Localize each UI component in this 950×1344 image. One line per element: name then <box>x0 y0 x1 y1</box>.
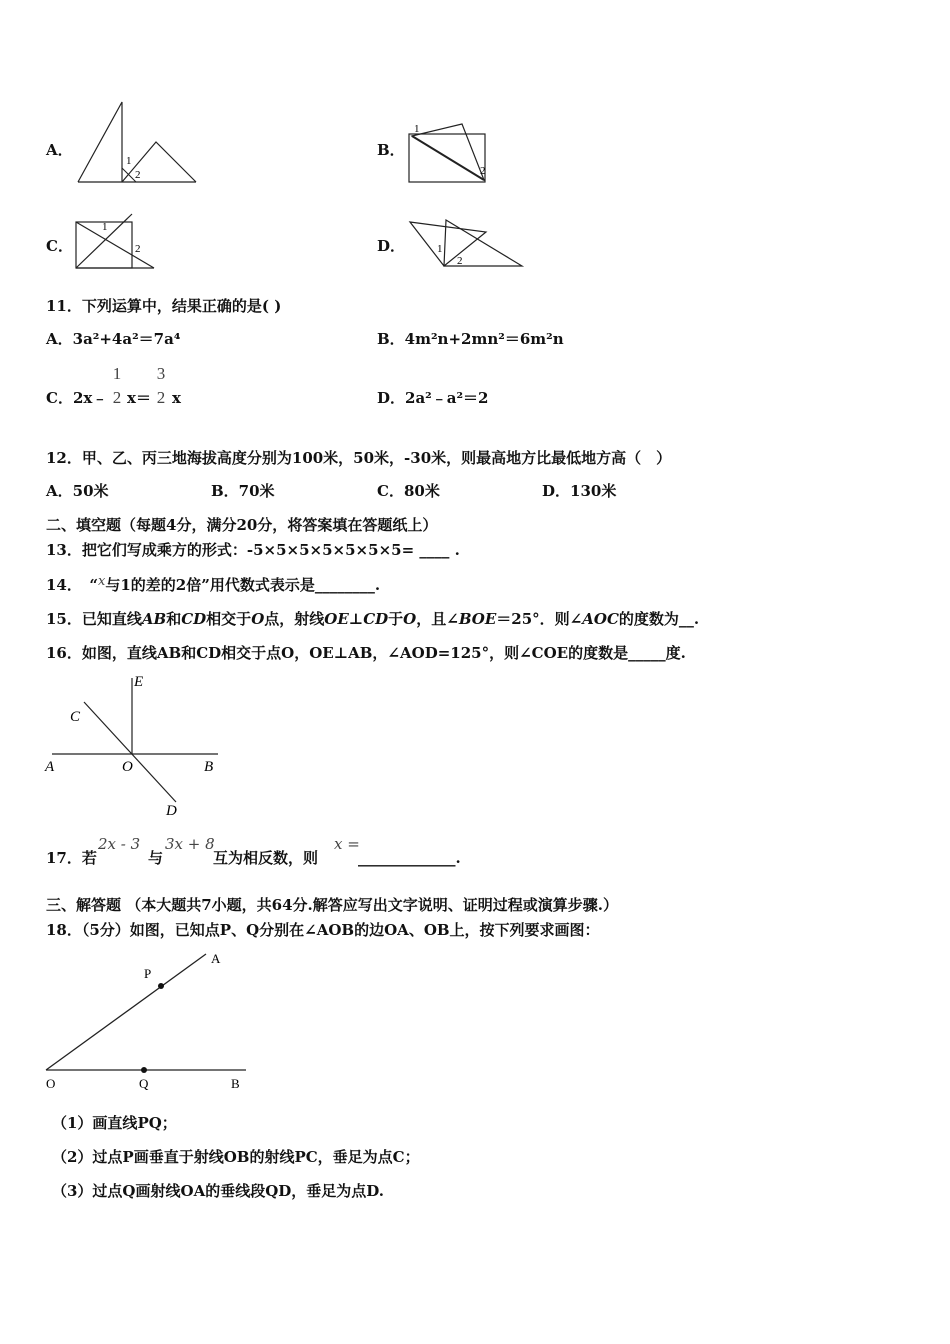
point-o-label: O <box>46 1076 56 1091</box>
q12-option-c: C．80米 <box>377 482 440 500</box>
q15-text: 于 <box>388 610 404 628</box>
point-a-label: A <box>45 759 55 775</box>
q14 <box>46 575 380 597</box>
q17-expression-2: 3x + 8 <box>165 835 215 853</box>
q15-text: 15．已知直线 <box>46 610 142 628</box>
q10-option-b-label: B． <box>377 141 405 159</box>
q15-boe: BOE <box>458 610 497 628</box>
q17-suffix: 互为相反数，则 <box>213 849 319 867</box>
angle-1-label: 1 <box>437 243 443 255</box>
q13: 13．把它们写成乘方的形式：-5×5×5×5×5×5×5= ____ . <box>46 541 460 559</box>
q15-text: 点，射线 <box>264 610 325 628</box>
point-e-label: E <box>134 674 144 690</box>
q11-option-c-suffix: x <box>172 389 181 407</box>
point-p-dot <box>158 983 164 989</box>
q10-figure-d <box>404 214 528 272</box>
q10-option-a-label: A． <box>46 141 73 159</box>
q12-option-d: D．130米 <box>542 482 617 500</box>
q15-o: O <box>251 610 265 628</box>
q15-text: ＝25°．则∠ <box>496 610 583 628</box>
angle-2-label: 2 <box>457 255 463 267</box>
q10-figure-a <box>74 100 200 186</box>
q16-stem: 16．如图，直线AB和CD相交于点O，OE⊥AB，∠AOD=125°，则∠COE的度数是_____度. <box>46 644 686 662</box>
q10-figure-b <box>404 118 492 186</box>
q16-figure <box>40 670 230 820</box>
point-o-label: O <box>122 759 133 775</box>
q15-o: O <box>403 610 417 628</box>
q11-c-frac1-numerator: 1 <box>112 364 122 383</box>
q12-option-a: A．50米 <box>46 482 109 500</box>
q17-mid: 与 <box>148 849 164 867</box>
q18-stem: 18．（5分）如图，已知点P、Q分别在∠AOB的边OA、OB上，按下列要求画图： <box>46 921 600 939</box>
q11-c-frac2-numerator: 3 <box>156 364 166 383</box>
q12-option-b: B．70米 <box>211 482 275 500</box>
angle-2-label: 2 <box>135 169 141 181</box>
q18-step-1: （1）画直线PQ； <box>52 1114 177 1132</box>
q15-cd: CD <box>363 610 389 628</box>
q11-option-c-mid: x＝ <box>127 389 151 407</box>
angle-2-label: 2 <box>480 165 486 177</box>
point-c-label: C <box>70 709 81 725</box>
q11-option-b: B．4m²n+2mn²＝6m²n <box>377 330 564 348</box>
angle-1-label: 1 <box>126 155 132 167</box>
q14-suffix: 与1的差的2倍”用代数式表示是________. <box>105 576 381 594</box>
q17-answer-blank: _____________. <box>358 849 461 867</box>
perpendicular-symbol: ⊥ <box>348 610 364 628</box>
point-q-label: Q <box>139 1076 149 1091</box>
q11-option-a: A．3a²+4a²＝7a⁴ <box>46 330 181 348</box>
point-a-label: A <box>211 951 221 966</box>
q15 <box>46 609 699 629</box>
q18-step-2: （2）过点P画垂直于射线OB的射线PC，垂足为点C； <box>52 1148 420 1166</box>
q15-text: 相交于 <box>206 610 252 628</box>
point-b-label: B <box>204 759 214 775</box>
angle-1-label: 1 <box>414 123 420 135</box>
q15-oe: OE <box>324 610 349 628</box>
q11-c-frac2-denominator: 2 <box>156 388 166 407</box>
q18-step-3: （3）过点Q画射线OA的垂线段QD，垂足为点D. <box>52 1182 384 1200</box>
angle-2-label: 2 <box>135 243 141 255</box>
point-q-dot <box>141 1067 147 1073</box>
q15-text: 的度数为__. <box>618 610 700 628</box>
q18-figure <box>40 950 260 1096</box>
q10-option-d-label: D． <box>377 237 406 255</box>
q17-expression-1: 2x - 3 <box>98 835 141 853</box>
point-b-label: B <box>231 1076 240 1091</box>
q11-option-c-prefix: C．2x﹣ <box>46 389 108 407</box>
q12-stem: 12．甲、乙、丙三地海拔高度分别为100米，50米，-30米，则最高地方比最低地方高（ ） <box>46 449 672 467</box>
section-3-heading: 三、解答题 （本大题共7小题，共64分.解答应写出文字说明、证明过程或演算步骤.） <box>46 896 618 914</box>
q15-cd: CD <box>181 610 207 628</box>
q15-aoc: AOC <box>582 610 619 628</box>
point-p-label: P <box>144 966 152 981</box>
q11-option-d: D．2a²﹣a²＝2 <box>377 389 489 407</box>
section-2-heading: 二、填空题（每题4分，满分20分，将答案填在答题纸上） <box>46 516 438 534</box>
q10-option-c-label: C． <box>46 237 73 255</box>
q10-figure-c <box>72 210 158 272</box>
q11-stem: 11．下列运算中，结果正确的是( ) <box>46 297 282 315</box>
q15-text: ，且∠ <box>416 610 459 628</box>
q14-variable: x <box>98 574 106 589</box>
angle-1-label: 1 <box>102 221 108 233</box>
q17-prefix: 17．若 <box>46 849 97 867</box>
q15-text: 和 <box>166 610 182 628</box>
q17-x-equals: x = <box>334 835 360 853</box>
q14-prefix: 14． “ <box>46 576 99 594</box>
q15-ab: AB <box>141 610 167 628</box>
point-d-label: D <box>166 803 177 819</box>
q11-c-frac1-denominator: 2 <box>112 388 122 407</box>
